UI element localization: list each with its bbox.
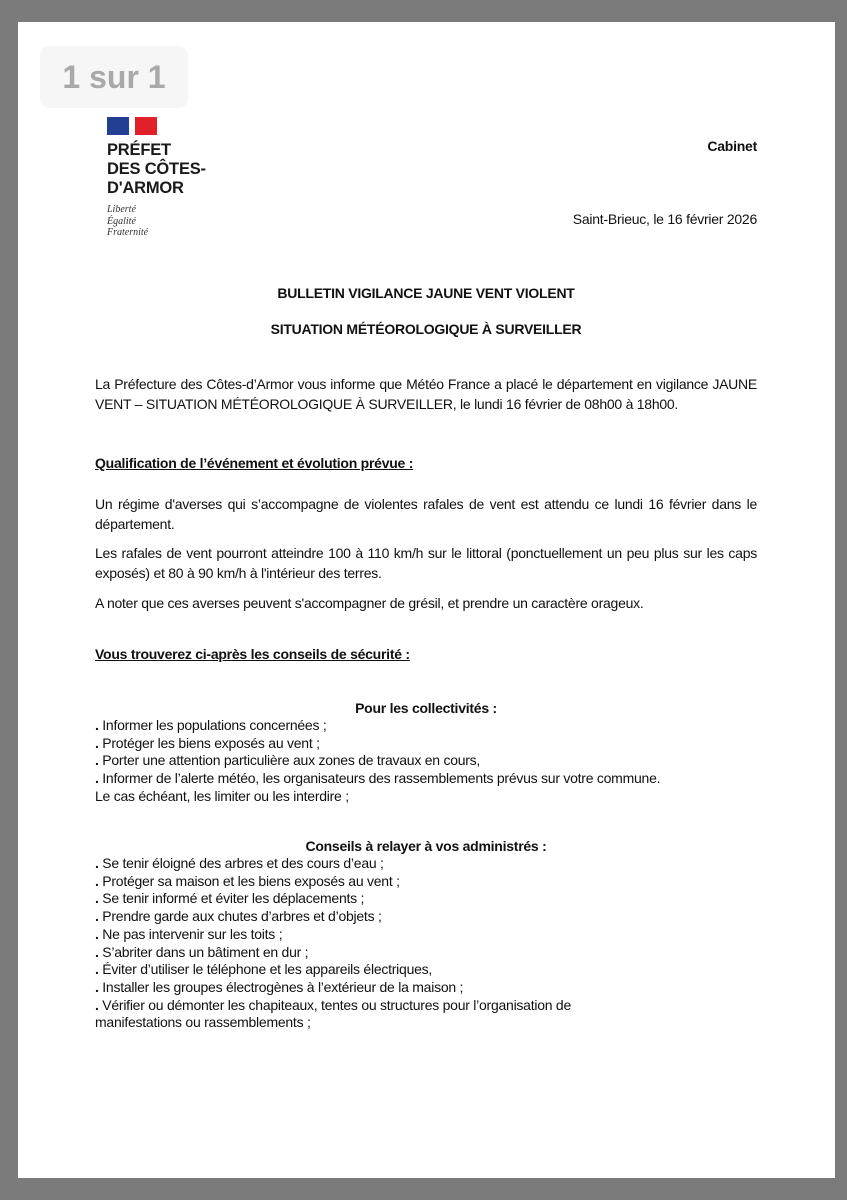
list-item: . Vérifier ou démonter les chapiteaux, tentes ou structures pour l’organisation de [95, 997, 775, 1015]
prefecture-logo [107, 117, 206, 239]
marianne-flag-icon [107, 117, 157, 135]
list-item: . Informer de l’alerte météo, les organisateurs des rassemblements prévus sur votre commune. [95, 770, 775, 788]
collectivites-list [95, 717, 775, 806]
title-line-1: BULLETIN VIGILANCE JAUNE VENT VIOLENT [277, 285, 575, 301]
administres-heading: Conseils à relayer à vos administrés : [305, 838, 547, 854]
list-item: . Installer les groupes électrogènes à l’extérieur de la maison ; [95, 979, 775, 997]
list-item: . Protéger sa maison et les biens exposés au vent ; [95, 873, 775, 891]
motto-line: Liberté [107, 204, 136, 215]
collectivites-heading: Pour les collectivités : [355, 700, 497, 716]
list-item-continuation: manifestations ou rassemblements ; [95, 1014, 311, 1031]
logo-motto [107, 204, 206, 239]
place-date: Saint-Brieuc, le 16 février 2026 [572, 211, 757, 227]
list-item: . Éviter d’utiliser le téléphone et les appareils électriques, [95, 961, 775, 979]
logo-line: PRÉFET [107, 141, 171, 159]
list-item: . S’abriter dans un bâtiment en dur ; [95, 944, 775, 962]
list-item: . Se tenir informé et éviter les déplacements ; [95, 890, 775, 908]
list-item: . Se tenir éloigné des arbres et des cours d’eau ; [95, 855, 775, 873]
list-item: . Ne pas intervenir sur les toits ; [95, 926, 775, 944]
list-item-continuation: Le cas échéant, les limiter ou les interdire ; [95, 787, 349, 804]
list-item: . Porter une attention particulière aux zones de travaux en cours, [95, 752, 775, 770]
logo-line: D'ARMOR [107, 179, 184, 197]
paragraph: Un régime d'averses qui s’accompagne de violentes rafales de vent est attendu ce lundi 16 février dans le département. [95, 496, 757, 532]
logo-name [107, 141, 206, 198]
list-item: . Informer les populations concernées ; [95, 717, 775, 735]
motto-line: Égalité [107, 215, 136, 227]
list-item: . Prendre garde aux chutes d’arbres et d’objets ; [95, 908, 775, 926]
section-heading-conseils: Vous trouverez ci-après les conseils de sécurité : [95, 646, 410, 662]
motto-line: Fraternité [107, 227, 149, 238]
intro-paragraph: La Préfecture des Côtes-d’Armor vous informe que Météo France a placé le département en vigilance JAUNE VENT – SITUATION MÉTÉOROLOGIQUE À SURVEILLER, le lundi 16 février de 08h00 à 18h00. [95, 376, 757, 412]
service-name: Cabinet [707, 138, 757, 154]
logo-line: DES CÔTES- [107, 160, 206, 178]
administres-list [95, 855, 775, 1032]
page-indicator: 1 sur 1 [40, 46, 188, 108]
section-heading-qualification: Qualification de l’événement et évolution prévue : [95, 455, 414, 471]
paragraph: A noter que ces averses peuvent s'accompagner de grésil, et prendre un caractère orageux. [95, 595, 644, 611]
title-line-2: SITUATION MÉTÉOROLOGIQUE À SURVEILLER [270, 321, 582, 337]
list-item: . Protéger les biens exposés au vent ; [95, 735, 775, 753]
paragraph: Les rafales de vent pourront atteindre 100 à 110 km/h sur le littoral (ponctuellement un peu plus sur les caps exposés) et 80 à 90 km/h à l'intérieur des terres. [95, 545, 757, 581]
